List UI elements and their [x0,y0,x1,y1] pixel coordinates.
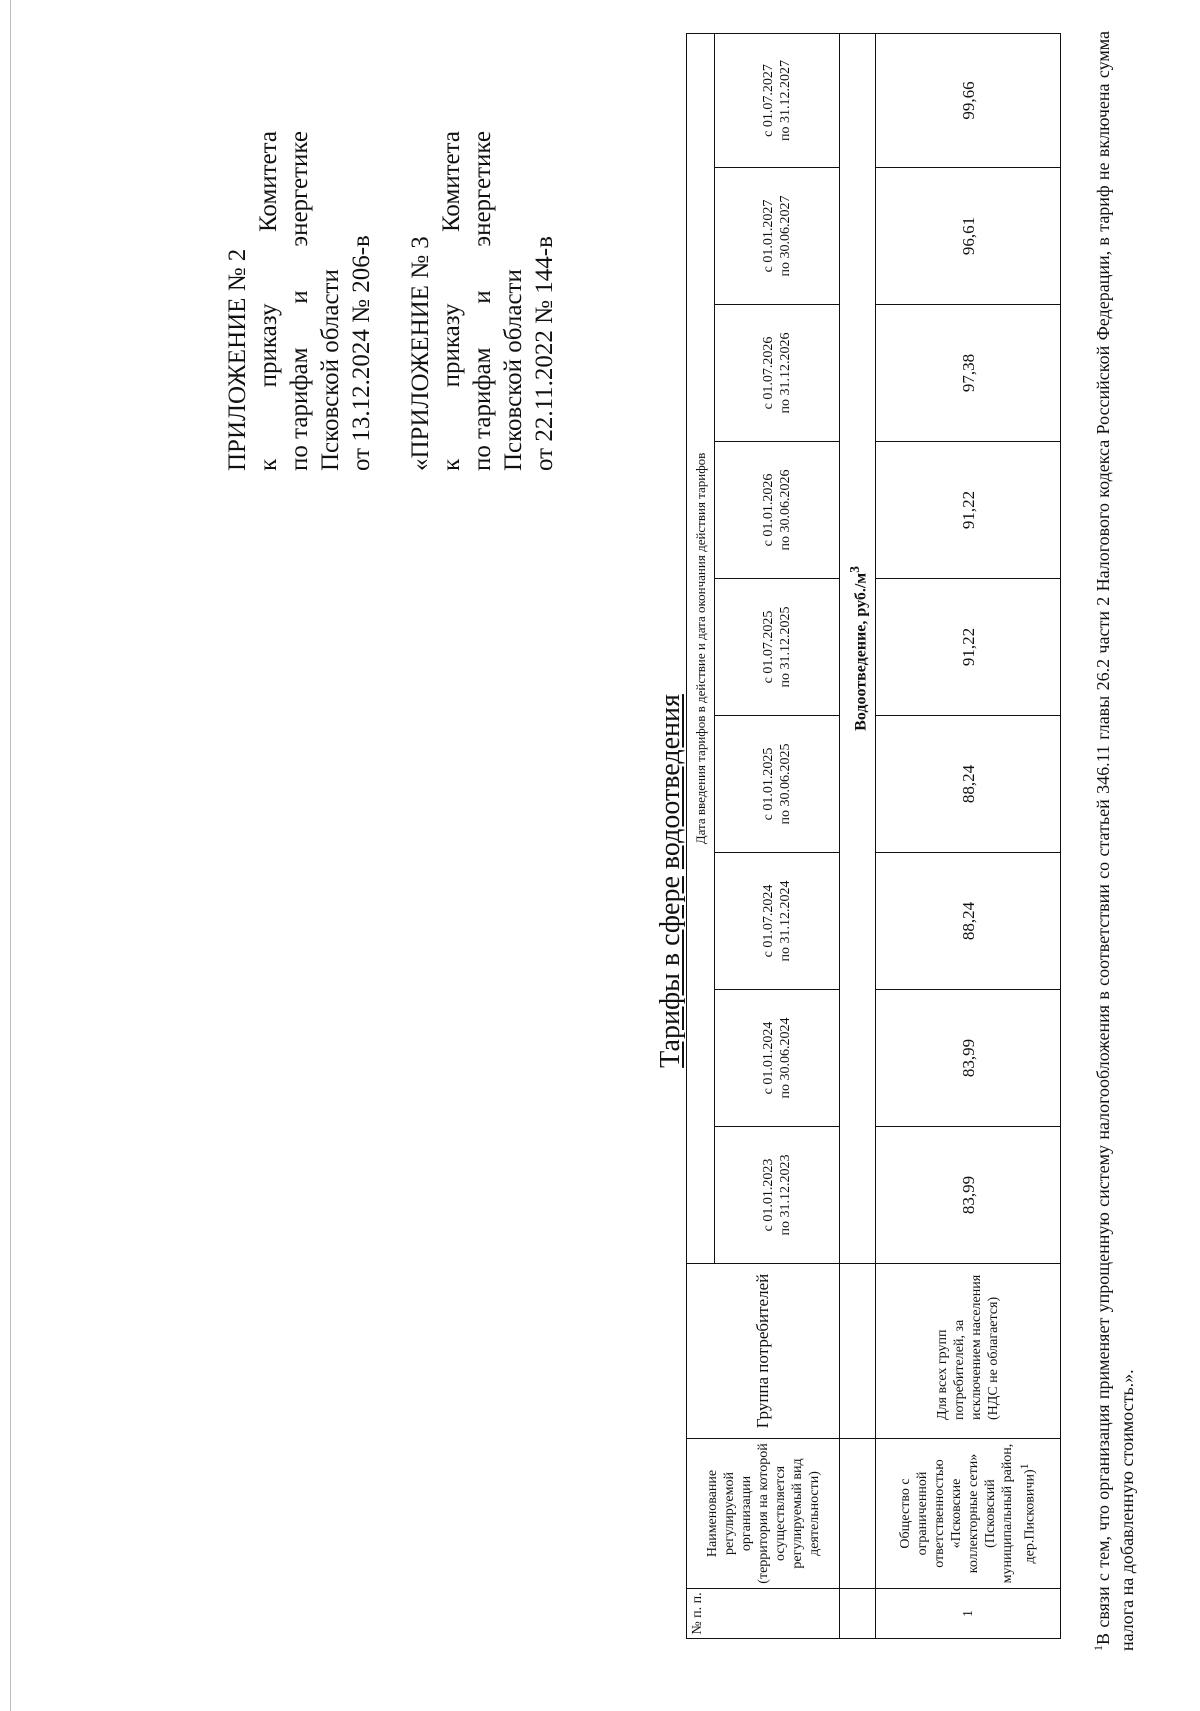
appendix-current-title: ПРИЛОЖЕНИЕ № 2 [224,248,251,471]
appendix-previous-date: от 22.11.2022 № 144-в [531,236,558,471]
row-org-text: Общество с ограниченной ответственностью «Псковские коллекторные сети» (Псковский муниципальный район, дер.Писковичи) [898,1443,1038,1584]
period-cell [715,168,840,305]
header-dates: Дата введения тарифов в действие и дата окончания действия тарифов [687,33,715,1263]
period-to: по 31.12.2024 [778,880,793,962]
appendix-previous-title: «ПРИЛОЖЕНИЕ № 3 [407,236,434,471]
period-to: по 30.06.2026 [778,469,793,551]
word: приказу [255,303,282,388]
period-to: по 30.06.2024 [778,1017,793,1099]
section-label: Водоотведение, руб./м [852,572,870,731]
period-cell [715,579,840,716]
appendix-current-line3 [284,131,315,471]
appendix-current-line4: Псковской области [317,269,344,471]
appendix-previous [405,131,560,471]
period-to: по 31.12.2025 [778,606,793,688]
section-row [840,33,876,1638]
period-to: по 31.12.2026 [778,332,793,414]
word: энергетике [286,131,313,247]
appendix-current-date: от 13.12.2024 № 206-в [348,235,375,471]
document-title [655,351,687,1411]
period-from: с 01.01.2026 [761,473,776,547]
period-cell [715,1127,840,1264]
tariff-value: 97,38 [876,305,1061,442]
tariff-value: 88,24 [876,853,1061,990]
period-from: с 01.07.2025 [761,610,776,684]
period-from: с 01.01.2027 [761,199,776,273]
word: Комитета [438,131,465,233]
section-unit-exp: 3 [846,566,862,573]
period-to: по 30.06.2025 [778,743,793,825]
period-cell [715,853,840,990]
tariff-value: 99,66 [876,33,1061,167]
tariff-value: 91,22 [876,442,1061,579]
word: по тарифам [469,347,496,471]
title-underlined: водоотведения [655,694,686,870]
word: энергетике [469,131,496,247]
appendix-current [222,131,377,471]
row-group: Для всех групп потребителей, за исключением населения (НДС не облагается) [876,1264,1061,1439]
tariff-value: 88,24 [876,716,1061,853]
word: к [255,458,282,471]
row-org [876,1439,1061,1589]
word: приказу [438,303,465,388]
section-empty-org [840,1439,876,1589]
period-to: по 30.06.2027 [778,195,793,277]
period-cell [715,305,840,442]
header-org: Наименование регулируемой организации (территория на которой осуществляется регулируемый вид деятельности) [687,1439,840,1589]
period-from: с 01.07.2027 [761,64,776,137]
word: Комитета [255,131,282,233]
appendix-previous-line4: Псковской области [500,269,527,471]
period-to: по 31.12.2023 [778,1154,793,1236]
period-from: с 01.07.2024 [761,884,776,958]
tariff-value: 91,22 [876,579,1061,716]
appendix-previous-line3 [467,131,498,471]
footnote-marker: 1 [1091,1645,1105,1651]
word: и [469,290,496,304]
appendix-current-line2 [253,131,284,471]
appendix-previous-line2 [436,131,467,471]
tariff-table [686,33,1061,1639]
period-from: с 01.01.2023 [761,1158,776,1232]
title-prefix: Тарифы в сфере [655,876,686,1068]
section-empty-num [840,1589,876,1639]
table-row [876,33,1061,1638]
period-cell [715,716,840,853]
tariff-value: 83,99 [876,990,1061,1127]
period-from: с 01.01.2024 [761,1021,776,1095]
word: по тарифам [286,347,313,471]
tariff-value: 96,61 [876,168,1061,305]
appendix-header [222,131,588,471]
period-from: с 01.01.2025 [761,747,776,821]
word: к [438,458,465,471]
header-group: Группа потребителей [687,1264,840,1439]
period-cell [715,442,840,579]
word: и [286,290,313,304]
period-cell [715,990,840,1127]
header-row-1 [687,33,715,1638]
row-org-footnote-ref: 1 [1018,1463,1032,1470]
header-num: № п. п. [687,1589,840,1639]
period-to: по 31.12.2027 [778,59,793,141]
section-empty-group [840,1264,876,1439]
section-title [840,33,876,1263]
row-num: 1 [876,1589,1061,1639]
period-from: с 01.07.2026 [761,336,776,410]
footnote [1086,31,1139,1651]
tariff-value: 83,99 [876,1127,1061,1264]
period-cell [715,33,840,167]
footnote-text: В связи с тем, что организация применяет упрощенную систему налогообложения в соответствии со статьей 346.11 главы 26.2 части 2 Налогового кодекса Российской Федерации, в тариф не включена сумма налога на добавленную стоимость.». [1093,31,1137,1651]
